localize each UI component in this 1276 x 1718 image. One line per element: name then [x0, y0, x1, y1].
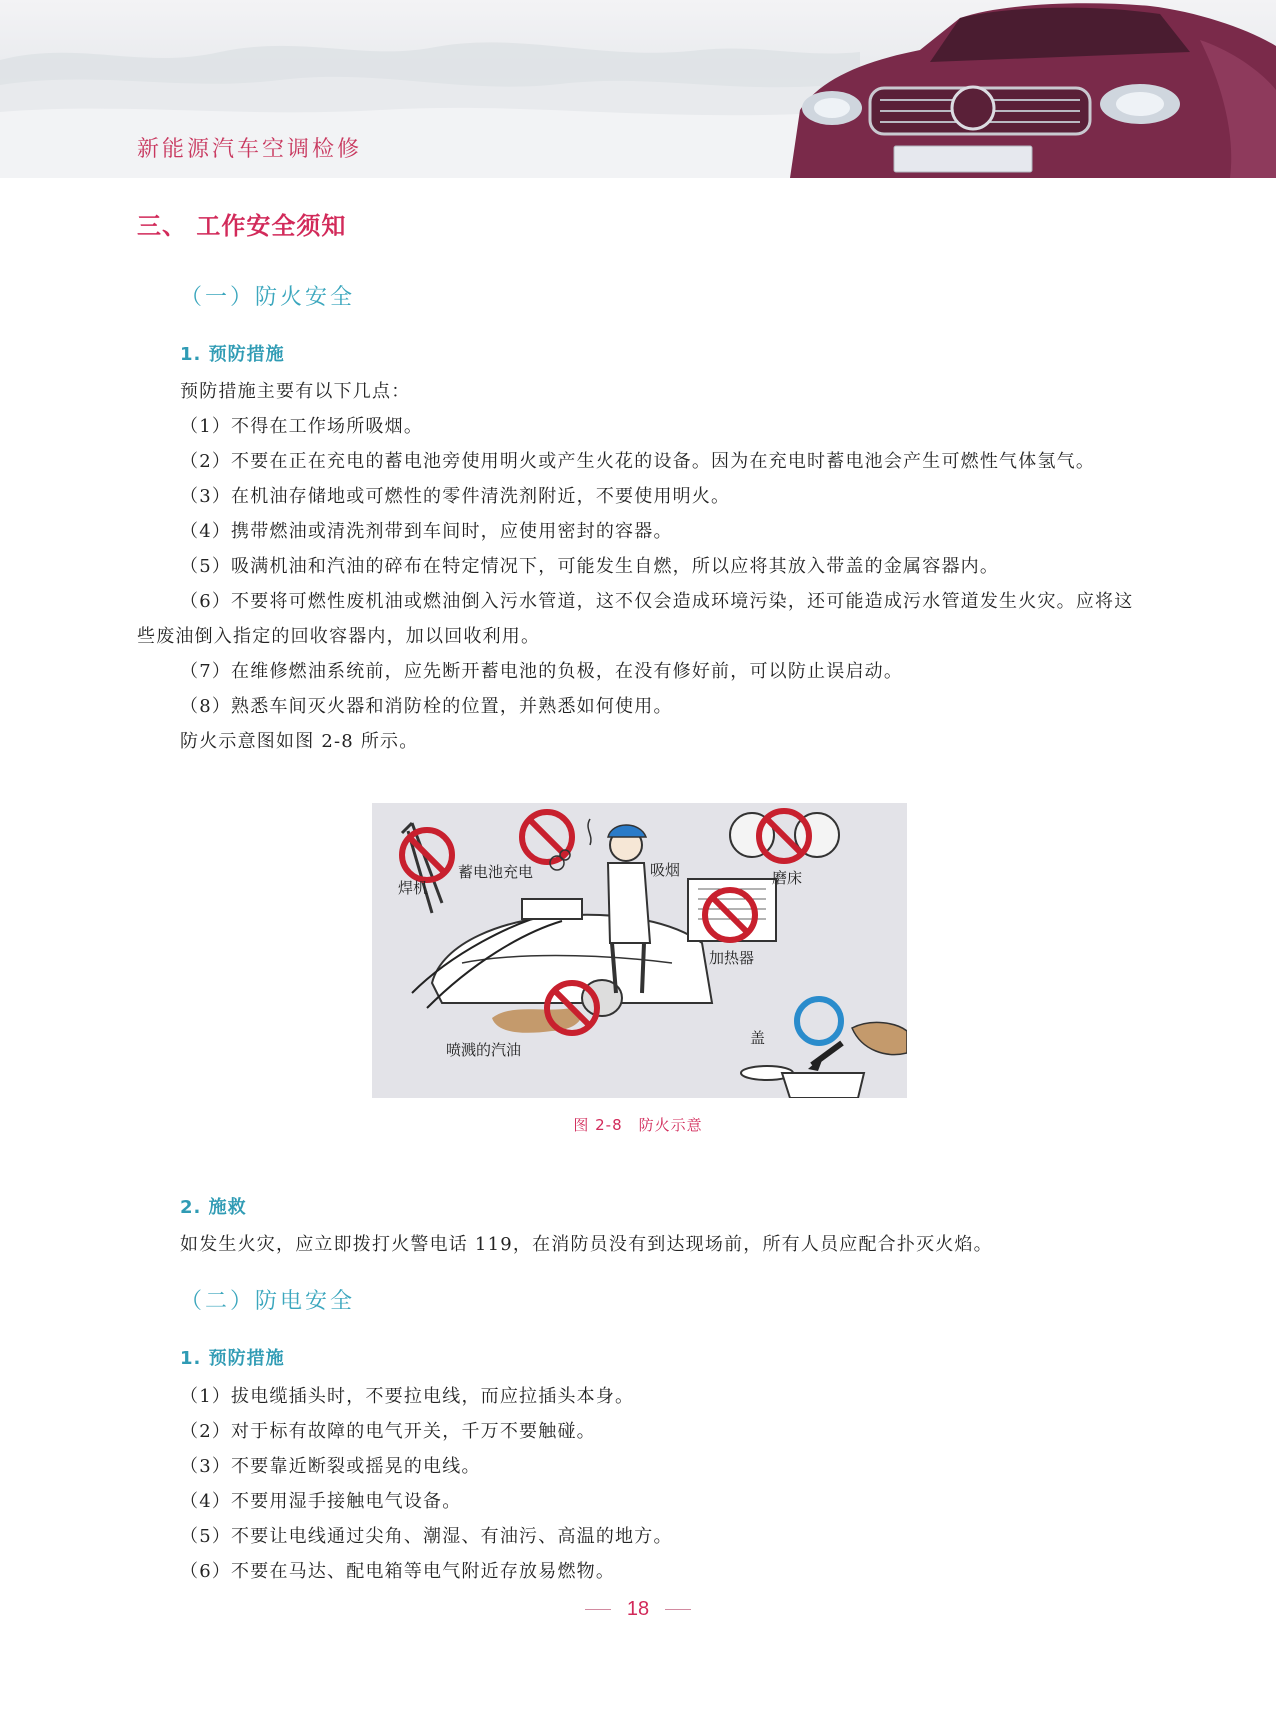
figure-label-gasoline: 喷溅的汽油 — [446, 1041, 522, 1059]
figure-label-grinder: 磨床 — [772, 869, 803, 887]
heading-fire-prevention: 1. 预防措施 — [180, 344, 285, 365]
paragraph: 防火示意图如图 2-8 所示。 — [180, 731, 419, 752]
book-title: 新能源汽车空调检修 — [137, 137, 363, 162]
paragraph: （8）熟悉车间灭火器和消防栓的位置，并熟悉如何使用。 — [180, 696, 673, 717]
paragraph: （1）拔电缆插头时，不要拉电线，而应拉插头本身。 — [180, 1386, 635, 1407]
permitted-icon-container — [797, 999, 841, 1043]
paragraph: 预防措施主要有以下几点： — [180, 381, 411, 402]
subsection-title-electric: （二）防电安全 — [180, 1289, 356, 1314]
page-number-value: 18 — [626, 1598, 650, 1620]
figure-label-lid: 盖 — [750, 1029, 766, 1047]
paragraph: （2）对于标有故障的电气开关，千万不要触碰。 — [180, 1421, 596, 1442]
paragraph: （6）不要在马达、配电箱等电气附近存放易燃物。 — [180, 1561, 616, 1582]
figure-label-heater: 加热器 — [709, 949, 755, 967]
electric-prevention-text — [137, 1379, 1147, 1589]
paragraph: （5）不要让电线通过尖角、潮湿、有油污、高温的地方。 — [180, 1526, 673, 1547]
subsection-title-fire: （一）防火安全 — [180, 285, 356, 310]
section-title: 三、 工作安全须知 — [137, 212, 347, 240]
paragraph: （1）不得在工作场所吸烟。 — [180, 416, 424, 437]
prohibition-icon-battery — [522, 812, 572, 862]
page-number — [0, 1598, 1276, 1621]
paragraph: （4）携带燃油或清洗剂带到车间时，应使用密封的容器。 — [180, 521, 673, 542]
fire-prevention-figure — [372, 803, 907, 1098]
figure-label-battery: 蓄电池充电 — [458, 863, 534, 881]
paragraph: （6）不要将可燃性废机油或燃油倒入污水管道，这不仅会造成环境污染，还可能造成污水管道发生火灾。应将这些废油倒入指定的回收容器内，加以回收利用。 — [137, 591, 1134, 647]
figure-label-smoking: 吸烟 — [650, 861, 681, 879]
heading-electric-prevention: 1. 预防措施 — [180, 1348, 285, 1369]
paragraph: 如发生火灾，应立即拨打火警电话 119，在消防员没有到达现场前，所有人员应配合扑灭火焰。 — [180, 1234, 993, 1255]
paragraph: （3）不要靠近断裂或摇晃的电线。 — [180, 1456, 481, 1477]
page-number-dash-left — [585, 1609, 611, 1610]
prohibition-icon-welder — [402, 830, 452, 880]
heading-fire-rescue: 2. 施救 — [180, 1197, 247, 1218]
paragraph: （3）在机油存储地或可燃性的零件清洗剂附近，不要使用明火。 — [180, 486, 731, 507]
paragraph: （5）吸满机油和汽油的碎布在特定情况下，可能发生自燃，所以应将其放入带盖的金属容器内。 — [180, 556, 1000, 577]
figure-caption: 图 2-8 防火示意 — [573, 1116, 703, 1134]
header-banner — [0, 0, 1276, 178]
fire-prevention-text — [137, 374, 1147, 759]
figure-label-welder: 焊机 — [398, 879, 429, 897]
page-number-dash-right — [665, 1609, 691, 1610]
paragraph: （2）不要在正在充电的蓄电池旁使用明火或产生火花的设备。因为在充电时蓄电池会产生可燃性气体氢气。 — [180, 451, 1096, 472]
paragraph: （4）不要用湿手接触电气设备。 — [180, 1491, 462, 1512]
paragraph: （7）在维修燃油系统前，应先断开蓄电池的负极，在没有修好前，可以防止误启动。 — [180, 661, 904, 682]
fire-rescue-text — [137, 1227, 1147, 1262]
